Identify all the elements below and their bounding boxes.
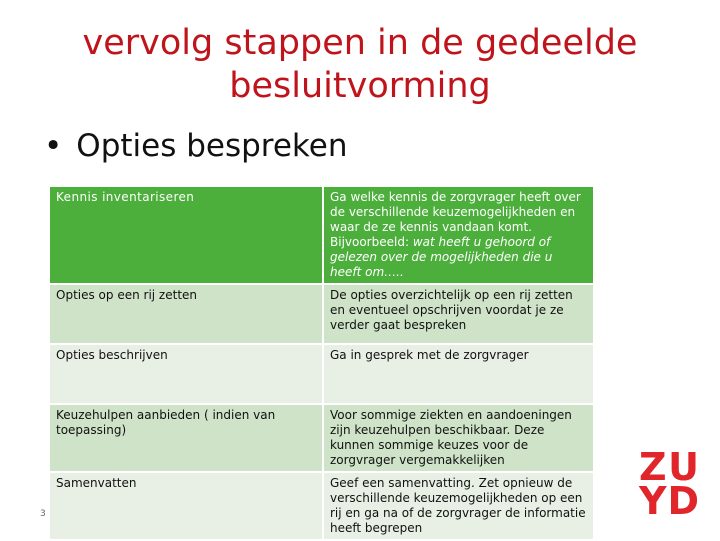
bullet-dot-icon: • <box>44 128 63 164</box>
page-number: 3 <box>40 509 46 519</box>
logo-letter: Y <box>639 479 667 523</box>
table-cell-description: De opties overzichtelijk op een rij zetten en eventueel opschrijven voordat je ze verder gaat bespreken <box>323 284 594 344</box>
table-row <box>49 284 594 344</box>
slide-title-line-2: besluitvorming <box>229 66 491 106</box>
table-cell-step: Opties beschrijven <box>49 344 323 404</box>
logo-letter: D <box>667 479 699 523</box>
table-cell-description: Geef een samenvatting. Zet opnieuw de verschillende keuzemogelijkheden op een rij en ga na of de zorgvrager de informatie heeft begrepen <box>323 472 594 540</box>
description-line: Bijvoorbeeld: <box>330 235 413 249</box>
logo-letter: Z <box>639 445 667 489</box>
bullet-item <box>44 128 348 164</box>
slide-title-line-1: vervolg stappen in de gedeelde <box>82 23 638 63</box>
description-line: de verschillende keuzemogelijkheden en <box>330 205 576 219</box>
table-cell-step: Keuzehulpen aanbieden ( indien van toepassing) <box>49 404 323 472</box>
logo-line-bottom <box>639 479 699 523</box>
table-cell-step: Opties op een rij zetten <box>49 284 323 344</box>
description-italic-text: wat heeft u gehoord of gelezen over de mogelijkheden die u heeft om….. <box>330 235 553 279</box>
slide-title <box>0 22 720 108</box>
table-row <box>49 472 594 540</box>
description-line: Ga welke kennis de zorgvrager heeft over <box>330 190 581 204</box>
table-cell-step: Kennis inventariseren <box>49 186 323 284</box>
logo-letter: U <box>668 445 699 489</box>
zuyd-logo <box>639 445 699 523</box>
table-cell-description <box>323 186 594 284</box>
steps-table <box>48 185 595 541</box>
table-cell-step: Samenvatten <box>49 472 323 540</box>
table-cell-description: Voor sommige ziekten en aandoeningen zijn keuzehulpen beschikbaar. Deze kunnen sommige keuzes voor de zorgvrager vergemakkelijken <box>323 404 594 472</box>
table-row <box>49 404 594 472</box>
bullet-text: Opties bespreken <box>76 128 348 164</box>
table-row <box>49 186 594 284</box>
description-line: waar de ze kennis vandaan komt. <box>330 220 532 234</box>
table-row <box>49 344 594 404</box>
table-cell-description: Ga in gesprek met de zorgvrager <box>323 344 594 404</box>
